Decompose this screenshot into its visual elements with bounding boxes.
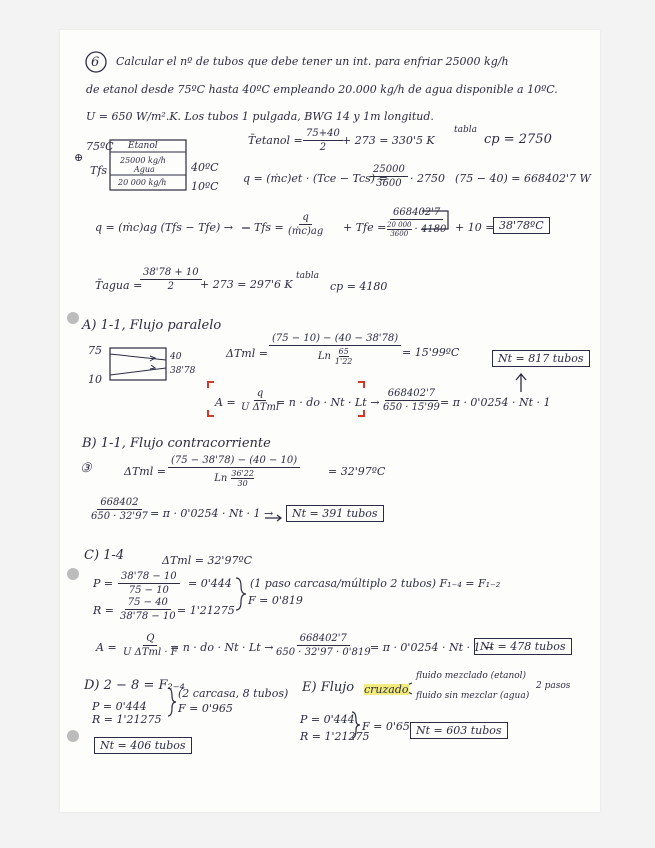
tagua-lhs: T̄agua = <box>95 279 143 292</box>
d-r: R = 1'21275 <box>92 713 162 726</box>
e-p: P = 0'444 <box>300 713 355 726</box>
tetanol-rest: + 273 = 330'5 K <box>342 134 435 147</box>
b-nt-box: Nt = 391 tubos <box>286 505 384 522</box>
flow-etanol: 25000 kg/h <box>120 156 166 165</box>
b-marker: ③ <box>80 461 92 476</box>
q-frac: $\frac{25000}{3600}$ <box>370 164 408 189</box>
a-dtml-lhs: ΔTml = <box>226 347 268 360</box>
tfs-lhs: Tfs = <box>254 221 284 234</box>
d-f: F = 0'965 <box>178 702 233 715</box>
a-area-frac: q U ΔTml <box>241 388 280 413</box>
q-line-c: (75 − 40) = 668402'7 W <box>455 172 591 185</box>
q-line-b: · 2750 <box>410 172 445 185</box>
tfs-plus: + Tfe = <box>343 221 387 234</box>
tetanol-frac: $\frac{75+40}{2}$ <box>303 128 343 153</box>
cp-etanol: cp = 2750 <box>484 132 552 147</box>
b-dtml-result: = 32'97ºC <box>328 465 386 478</box>
q-line-a: q = (ṁc)et · (Tce − Tcs) = <box>243 172 388 185</box>
a-area-frac-2: $\frac{668402'7}{650 \cdot 15'99}$ <box>383 388 440 413</box>
c-area-lhs: A = <box>96 641 117 654</box>
t-in-cold: 10ºC <box>191 180 219 193</box>
c-area-frac-2: $\frac{668402'7}{650 \cdot 32'97 \cdot 0'819}$ <box>276 633 371 658</box>
tetanol-lhs: T̄etanol = <box>248 134 303 147</box>
statement-line-1: Calcular el nº de tubos que debe tener un int. para enfriar 25000 kg/h <box>116 55 509 68</box>
cp-agua: cp = 4180 <box>330 280 388 293</box>
a-dtml-result: = 15'99ºC <box>402 346 460 359</box>
d-note: (2 carcasa, 8 tubos) <box>178 687 289 700</box>
a-area-lhs: A = <box>215 396 236 409</box>
c-r-lhs: R = <box>93 604 114 617</box>
problem-number: 6 <box>91 55 100 70</box>
c-area-frac: Q U ΔTml · F <box>123 633 178 658</box>
tfs-label: Tfs <box>90 164 108 177</box>
a-t40: 40 <box>170 352 182 362</box>
marker: ⊕ <box>74 151 84 164</box>
t-in-hot: 75ºC <box>86 140 114 153</box>
tfs-end: + 10 = <box>455 221 495 234</box>
c-area-end: = π · 0'0254 · Nt · 1 → <box>370 641 494 654</box>
e-r: R = 1'21275 <box>300 730 370 743</box>
c-f: F = 0'819 <box>248 594 303 607</box>
b-dtml-lhs: ΔTml = <box>124 465 166 478</box>
tagua-rest: + 273 = 297'6 K <box>200 278 293 291</box>
tfs-frac: $\frac{q}{\text{(ṁc)ag}}$ <box>288 212 324 237</box>
tfs-frac-2: 668402'7 20 000 3600 · 4180 <box>387 207 447 238</box>
section-b-title: B) 1-1, Flujo contracorriente <box>82 436 271 451</box>
e-option-2: fluido sin mezclar (agua) <box>416 691 530 701</box>
statement-line-2: de etanol desde 75ºC hasta 40ºC empleando 20.000 kg/h de agua disponible a 10ºC. <box>86 83 558 96</box>
statement-line-3: U = 650 W/m².K. Los tubos 1 pulgada, BWG 14 y 1m longitud. <box>86 110 434 123</box>
e-nt-box: Nt = 603 tubos <box>410 722 508 739</box>
b-eq-frac: $\frac{668402}{650 \cdot 32'97}$ <box>91 497 148 522</box>
a-t3878: 38'78 <box>170 366 196 376</box>
c-r-result: = 1'21275 <box>177 604 235 617</box>
c-p-result: = 0'444 <box>188 577 232 590</box>
e-cruzado: cruzado <box>364 683 409 696</box>
b-dtml-frac: (75 − 38'78) − (40 − 10) Ln 36'22 30 <box>168 455 300 488</box>
a-dtml-frac: (75 − 10) − (40 − 38'78) Ln 65 1'22 <box>269 333 401 366</box>
e-f: F = 0'65 <box>362 720 410 733</box>
section-c-title: C) 1-4 <box>84 548 125 563</box>
b-eq-rest: = π · 0'0254 · Nt · 1 → <box>150 507 274 520</box>
c-p-frac: $\frac{38'78 - 10}{75 - 10}$ <box>118 571 180 596</box>
c-area-mid: = n · do · Nt · Lt → <box>170 641 274 654</box>
a-area-end: = π · 0'0254 · Nt · 1 <box>440 396 551 409</box>
tfs-result-box: 38'78ºC <box>493 217 550 234</box>
tagua-frac: $\frac{38'78 + 10}{2}$ <box>140 267 202 292</box>
c-p-lhs: P = <box>93 577 114 590</box>
section-e-title: E) Flujo <box>302 680 355 695</box>
a-area-mid: = n · do · Nt · Lt → <box>276 396 380 409</box>
c-nt-box: Nt = 478 tubos <box>474 638 572 655</box>
e-option-1: fluido mezclado (etanol) <box>416 671 527 681</box>
e-pasos: 2 pasos <box>536 681 571 691</box>
a-t75: 75 <box>88 344 102 357</box>
tabla-label: tabla <box>454 125 477 135</box>
c-r-frac: $\frac{75 - 40}{38'78 - 10}$ <box>120 597 176 622</box>
flow-agua: 20 000 kg/h <box>118 178 167 187</box>
label-agua: Agua <box>134 165 155 174</box>
section-a-title: A) 1-1, Flujo paralelo <box>82 318 222 333</box>
d-nt-box: Nt = 406 tubos <box>94 737 192 754</box>
section-d-title: D) 2 − 8 = F₂₋₄ <box>84 678 185 693</box>
label-etanol: Etanol <box>128 141 158 151</box>
d-p: P = 0'444 <box>92 700 147 713</box>
a-t10: 10 <box>88 373 102 386</box>
c-dtml: ΔTml = 32'97ºC <box>162 554 253 567</box>
agua-lhs: q = (ṁc)ag (Tfs − Tfe) → <box>95 221 233 234</box>
c-note: (1 paso carcasa/múltiplo 2 tubos) F₁₋₄ = F₁₋₂ <box>250 577 501 590</box>
a-nt-box: Nt = 817 tubos <box>492 350 590 367</box>
tabla-label-2: tabla <box>296 271 319 281</box>
t-out-hot: 40ºC <box>191 161 219 174</box>
